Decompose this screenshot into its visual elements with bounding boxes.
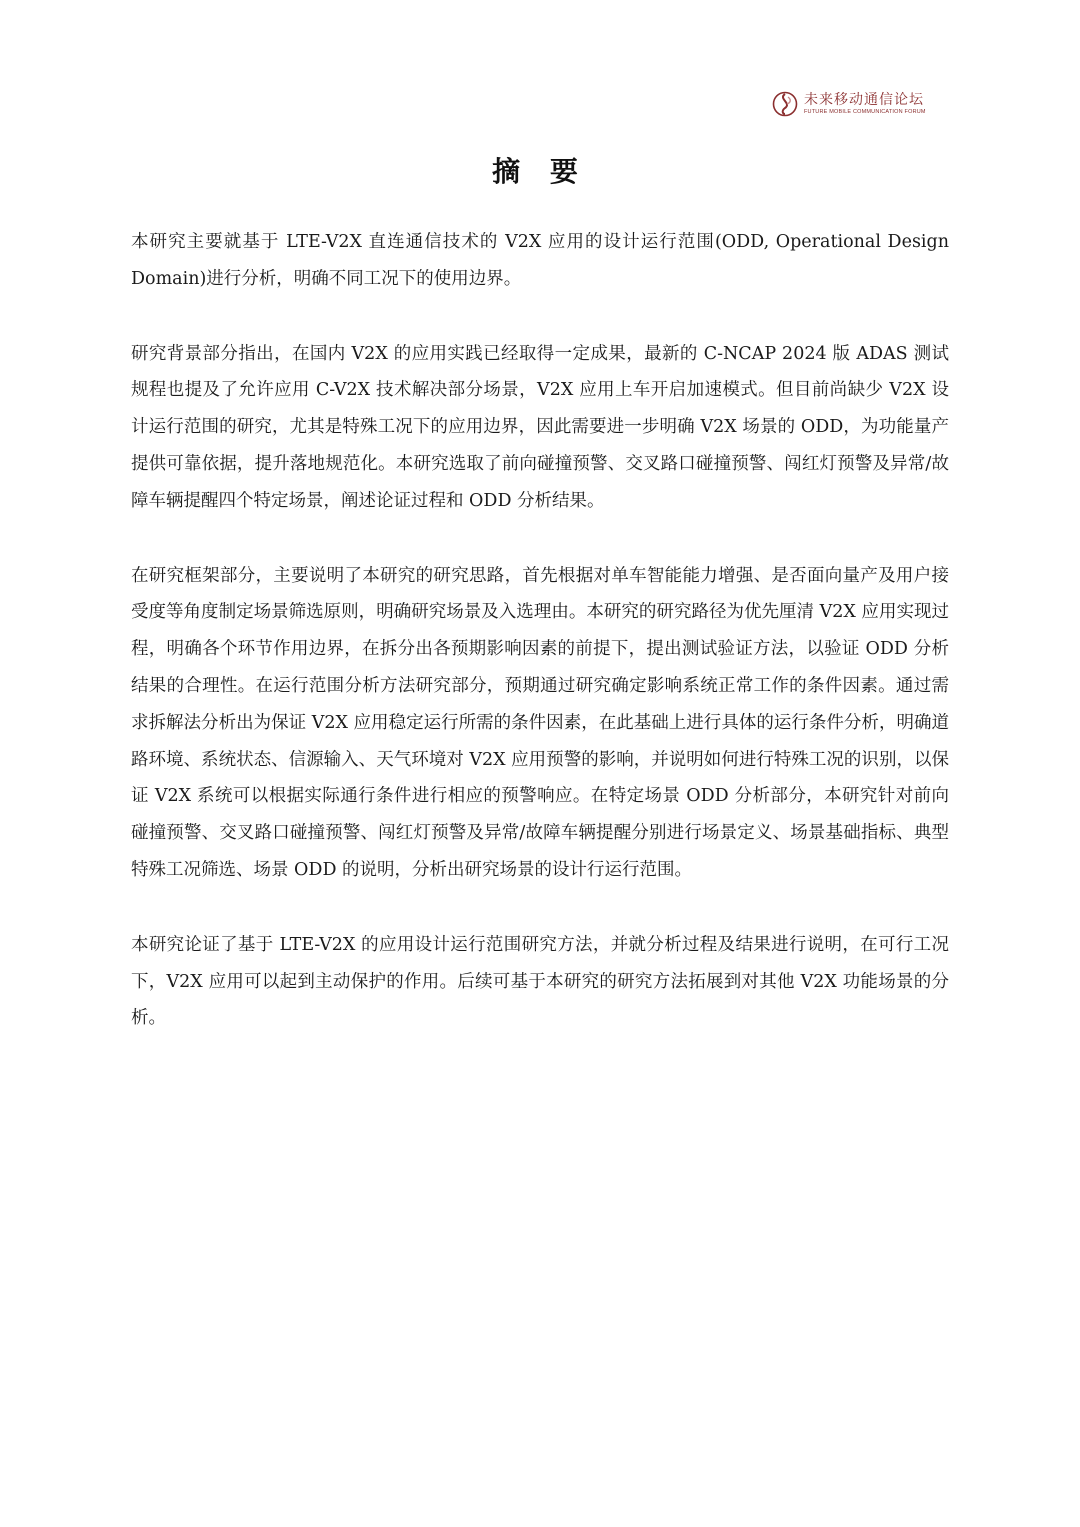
paragraph-conclusion: 本研究论证了基于 LTE-V2X 的应用设计运行范围研究方法，并就分析过程及结果进行说明，在可行工况下，V2X 应用可以起到主动保护的作用。后续可基于本研究的研究方法拓展到对其他 V2X 功能场景的分析。 — [131, 934, 949, 1029]
abstract-body — [131, 224, 949, 1075]
logo-chinese-text: 未来移动通信论坛 — [804, 91, 924, 108]
forum-logo — [772, 88, 962, 120]
paragraph-framework: 在研究框架部分，主要说明了本研究的研究思路，首先根据对单车智能能力增强、是否面向量产及用户接受度等角度制定场景筛选原则，明确研究场景及入选理由。本研究的研究路径为优先厘清 V2X 应用实现过程，明确各个环节作用边界，在拆分出各预期影响因素的前提下，提出测试验证方法，以验证 ODD 分析结果的合理性。在运行范围分析方法研究部分，预期通过研究确定影响系统正常工作的条件因素。通过需求拆解法分析出为保证 V2X 应用稳定运行所需的条件因素，在此基础上进行具体的运行条件分析，明确道路环境、系统状态、信源输入、天气环境对 V2X 应用预警的影响，并说明如何进行特殊工况的识别，以保证 V2X 系统可以根据实际通行条件进行相应的预警响应。在特定场景 ODD 分析部分，本研究针对前向碰撞预警、交叉路口碰撞预警、闯红灯预警及异常/故障车辆提醒分别进行场景定义、场景基础指标、典型特殊工况筛选、场景 ODD 的说明，分析出研究场景的设计行运行范围。 — [131, 565, 949, 880]
page-title: 摘 要 — [492, 155, 588, 188]
paragraph-intro: 本研究主要就基于 LTE-V2X 直连通信技术的 V2X 应用的设计运行范围(ODD, Operational Design Domain)进行分析，明确不同工况下的使用边界。 — [131, 232, 949, 289]
logo-english-text: FUTURE MOBILE COMMUNICATION FORUM — [804, 108, 926, 115]
paragraph-background: 研究背景部分指出，在国内 V2X 的应用实践已经取得一定成果，最新的 C-NCAP 2024 版 ADAS 测试规程也提及了允许应用 C-V2X 技术解决部分场景，V2X 应用上车开启加速模式。但目前尚缺少 V2X 设计运行范围的研究，尤其是特殊工况下的应用边界，因此需要进一步明确 V2X 场景的 ODD，为功能量产提供可靠依据，提升落地规范化。本研究选取了前向碰撞预警、交叉路口碰撞预警、闯红灯预警及异常/故障车辆提醒四个特定场景，阐述论证过程和 ODD 分析结果。 — [131, 343, 949, 511]
forum-logo-icon — [772, 91, 798, 117]
